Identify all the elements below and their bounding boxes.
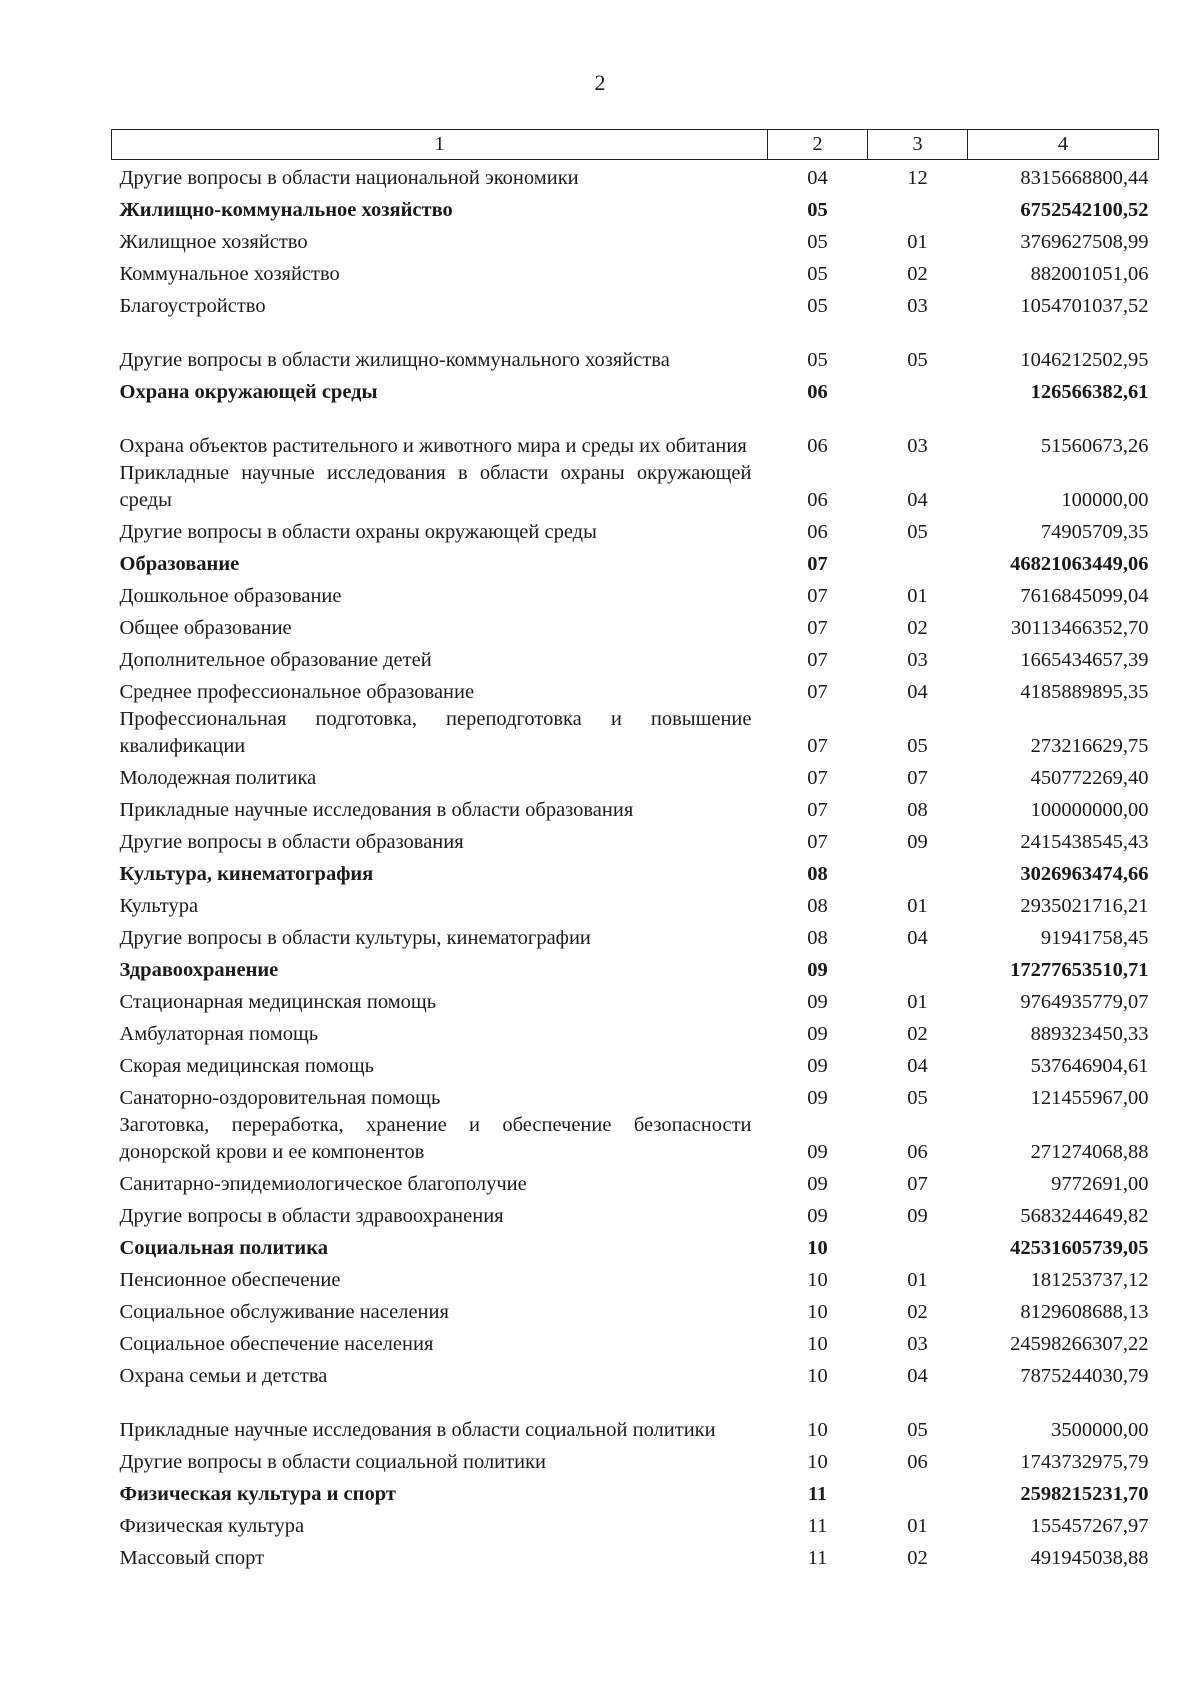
row-subsection-code (868, 192, 968, 224)
row-amount: 271274068,88 (1030, 1141, 1149, 1163)
row-subsection-code: 04 (907, 489, 928, 511)
row-section-code: 08 (807, 895, 828, 917)
row-subsection-code: 02 (907, 1301, 928, 1323)
row-amount: 1054701037,52 (1020, 295, 1149, 317)
row-amount: 2598215231,70 (1020, 1483, 1149, 1505)
row-amount: 7616845099,04 (1020, 585, 1149, 607)
row-section-code: 07 (807, 831, 828, 853)
row-subsection-code: 01 (907, 991, 928, 1013)
row-subsection-code: 07 (907, 1173, 928, 1195)
row-amount: 74905709,35 (1040, 521, 1149, 543)
row-name: Прикладные научные исследования в области образования (119, 799, 634, 821)
row-amount: 1743732975,79 (1020, 1451, 1149, 1473)
row-name: Культура (119, 895, 199, 917)
table-row (112, 406, 1159, 460)
row-subsection-code: 05 (907, 1419, 928, 1441)
row-subsection-code: 09 (907, 1205, 928, 1227)
row-name: Профессиональная подготовка, переподготовка и повышение квалификации (119, 708, 752, 757)
section-row (112, 546, 1159, 578)
row-amount: 5683244649,82 (1020, 1205, 1149, 1227)
row-amount: 6752542100,52 (1020, 199, 1149, 221)
row-amount: 155457267,97 (1030, 1515, 1149, 1537)
table-row (112, 1048, 1159, 1080)
row-amount: 1046212502,95 (1020, 349, 1149, 371)
row-section-code: 05 (807, 231, 828, 253)
row-section-code: 07 (807, 553, 828, 575)
table-row (112, 642, 1159, 674)
row-amount: 126566382,61 (1030, 381, 1149, 403)
row-subsection-code: 01 (907, 1269, 928, 1291)
row-name: Здравоохранение (119, 959, 279, 981)
row-name: Образование (119, 553, 240, 575)
page-number: 2 (594, 70, 606, 95)
row-amount: 8315668800,44 (1020, 167, 1149, 189)
row-subsection-code: 05 (907, 521, 928, 543)
row-section-code: 10 (807, 1269, 828, 1291)
row-name: Заготовка, переработка, хранение и обеспечение безопасности донорской крови и ее компонентов (119, 1114, 752, 1163)
table-row (112, 320, 1159, 374)
table-row (112, 984, 1159, 1016)
row-name: Другие вопросы в области социальной политики (119, 1451, 547, 1473)
row-section-code: 07 (807, 585, 828, 607)
row-name: Охрана объектов растительного и животного мира и среды их обитания (119, 435, 747, 457)
row-amount: 2415438545,43 (1020, 831, 1149, 853)
row-name: Среднее профессиональное образование (119, 681, 475, 703)
table-row (112, 1016, 1159, 1048)
row-subsection-code: 02 (907, 1547, 928, 1569)
row-name: Физическая культура и спорт (119, 1483, 396, 1505)
row-subsection-code: 04 (907, 1365, 928, 1387)
table-body (112, 160, 1159, 1573)
row-section-code: 04 (807, 167, 828, 189)
row-amount: 3769627508,99 (1020, 231, 1149, 253)
row-section-code: 10 (807, 1451, 828, 1473)
table-row (112, 514, 1159, 546)
row-subsection-code: 03 (907, 295, 928, 317)
table-row (112, 1080, 1159, 1112)
header-col-4: 4 (968, 130, 1159, 160)
row-subsection-code: 03 (907, 435, 928, 457)
row-amount: 450772269,40 (1030, 767, 1149, 789)
row-name: Другие вопросы в области жилищно-коммунального хозяйства (119, 349, 670, 371)
row-section-code: 05 (807, 295, 828, 317)
row-name: Коммунальное хозяйство (119, 263, 340, 285)
row-section-code: 09 (807, 1173, 828, 1195)
row-amount: 121455967,00 (1030, 1087, 1149, 1109)
row-amount: 273216629,75 (1030, 735, 1149, 757)
section-row (112, 952, 1159, 984)
row-section-code: 08 (807, 863, 828, 885)
row-amount: 46821063449,06 (1010, 553, 1149, 575)
table-row (112, 1326, 1159, 1358)
row-amount: 1665434657,39 (1020, 649, 1149, 671)
row-subsection-code: 01 (907, 231, 928, 253)
row-name: Физическая культура (119, 1515, 305, 1537)
row-name: Стационарная медицинская помощь (119, 991, 437, 1013)
row-section-code: 06 (807, 381, 828, 403)
section-row (112, 856, 1159, 888)
row-name: Дополнительное образование детей (119, 649, 432, 671)
row-amount: 889323450,33 (1030, 1023, 1149, 1045)
row-section-code: 09 (807, 1055, 828, 1077)
table-row (112, 610, 1159, 642)
row-section-code: 09 (807, 1141, 828, 1163)
row-name: Жилищное хозяйство (119, 231, 308, 253)
row-name: Социальная политика (119, 1237, 328, 1259)
row-subsection-code: 04 (907, 681, 928, 703)
row-name: Социальное обеспечение населения (119, 1333, 434, 1355)
row-subsection-code: 07 (907, 767, 928, 789)
row-subsection-code (868, 1476, 968, 1508)
row-section-code: 06 (807, 489, 828, 511)
row-section-code: 10 (807, 1365, 828, 1387)
table-row (112, 1508, 1159, 1540)
row-subsection-code: 04 (907, 1055, 928, 1077)
row-subsection-code: 01 (907, 895, 928, 917)
row-amount: 181253737,12 (1030, 1269, 1149, 1291)
row-section-code: 07 (807, 617, 828, 639)
row-subsection-code: 12 (907, 167, 928, 189)
row-section-code: 10 (807, 1419, 828, 1441)
row-amount: 24598266307,22 (1010, 1333, 1149, 1355)
row-subsection-code: 02 (907, 263, 928, 285)
row-name: Прикладные научные исследования в области охраны окружающей среды (119, 462, 752, 511)
row-name: Санитарно-эпидемиологическое благополучие (119, 1173, 527, 1195)
header-row (112, 130, 1159, 160)
row-name: Санаторно-оздоровительная помощь (119, 1087, 441, 1109)
section-row (112, 374, 1159, 406)
row-name: Амбулаторная помощь (119, 1023, 319, 1045)
table-row (112, 792, 1159, 824)
header-col-2: 2 (768, 130, 868, 160)
row-section-code: 05 (807, 349, 828, 371)
row-section-code: 11 (807, 1483, 828, 1505)
row-section-code: 09 (807, 959, 828, 981)
row-amount: 42531605739,05 (1010, 1237, 1149, 1259)
row-subsection-code (868, 1230, 968, 1262)
row-name: Благоустройство (119, 295, 266, 317)
table-row (112, 706, 1159, 760)
row-name: Общее образование (119, 617, 292, 639)
row-subsection-code (868, 374, 968, 406)
row-amount: 9772691,00 (1051, 1173, 1149, 1195)
row-name: Скорая медицинская помощь (119, 1055, 374, 1077)
row-subsection-code (868, 546, 968, 578)
row-name: Пенсионное обеспечение (119, 1269, 341, 1291)
row-subsection-code: 05 (907, 1087, 928, 1109)
table-row (112, 1390, 1159, 1444)
table-row (112, 674, 1159, 706)
row-amount: 491945038,88 (1030, 1547, 1149, 1569)
row-section-code: 09 (807, 991, 828, 1013)
table-row (112, 920, 1159, 952)
row-subsection-code: 08 (907, 799, 928, 821)
row-name: Культура, кинематография (119, 863, 374, 885)
table-row (112, 1540, 1159, 1572)
row-section-code: 09 (807, 1205, 828, 1227)
row-section-code: 11 (807, 1547, 828, 1569)
header-col-1: 1 (112, 130, 768, 160)
row-amount: 537646904,61 (1030, 1055, 1149, 1077)
table-row (112, 1198, 1159, 1230)
row-amount: 3026963474,66 (1020, 863, 1149, 885)
row-amount: 2935021716,21 (1020, 895, 1149, 917)
row-subsection-code (868, 856, 968, 888)
row-amount: 17277653510,71 (1010, 959, 1149, 981)
row-amount: 100000,00 (1061, 489, 1149, 511)
table-row (112, 1358, 1159, 1390)
row-subsection-code (868, 952, 968, 984)
row-subsection-code: 05 (907, 735, 928, 757)
row-name: Молодежная политика (119, 767, 317, 789)
row-amount: 882001051,06 (1030, 263, 1149, 285)
row-subsection-code: 05 (907, 349, 928, 371)
row-amount: 3500000,00 (1051, 1419, 1149, 1441)
table-row (112, 256, 1159, 288)
row-section-code: 07 (807, 649, 828, 671)
table-row (112, 578, 1159, 610)
row-section-code: 06 (807, 521, 828, 543)
row-section-code: 07 (807, 735, 828, 757)
row-subsection-code: 02 (907, 617, 928, 639)
budget-table (111, 129, 1159, 1572)
table-row (112, 288, 1159, 320)
table-row (112, 224, 1159, 256)
table-row (112, 888, 1159, 920)
row-amount: 91941758,45 (1040, 927, 1149, 949)
row-section-code: 09 (807, 1023, 828, 1045)
row-section-code: 07 (807, 799, 828, 821)
row-section-code: 10 (807, 1301, 828, 1323)
row-subsection-code: 03 (907, 1333, 928, 1355)
row-section-code: 05 (807, 199, 828, 221)
row-subsection-code: 01 (907, 1515, 928, 1537)
row-section-code: 06 (807, 435, 828, 457)
table-row (112, 760, 1159, 792)
section-row (112, 1476, 1159, 1508)
table-row (112, 1262, 1159, 1294)
table-row (112, 1294, 1159, 1326)
row-section-code: 10 (807, 1237, 828, 1259)
row-section-code: 08 (807, 927, 828, 949)
row-section-code: 09 (807, 1087, 828, 1109)
table-header (112, 130, 1159, 160)
row-amount: 51560673,26 (1040, 435, 1149, 457)
row-name: Другие вопросы в области национальной экономики (119, 167, 579, 189)
row-subsection-code: 03 (907, 649, 928, 671)
row-name: Другие вопросы в области охраны окружающей среды (119, 521, 597, 543)
row-name: Массовый спорт (119, 1547, 265, 1569)
row-name: Охрана окружающей среды (119, 381, 378, 403)
row-amount: 4185889895,35 (1020, 681, 1149, 703)
row-amount: 7875244030,79 (1020, 1365, 1149, 1387)
row-section-code: 07 (807, 767, 828, 789)
table-row (112, 1166, 1159, 1198)
row-name: Жилищно-коммунальное хозяйство (119, 199, 453, 221)
header-col-3: 3 (868, 130, 968, 160)
row-subsection-code: 02 (907, 1023, 928, 1045)
table-row (112, 160, 1159, 193)
row-name: Прикладные научные исследования в области социальной политики (119, 1419, 716, 1441)
row-name: Социальное обслуживание населения (119, 1301, 449, 1323)
row-amount: 8129608688,13 (1020, 1301, 1149, 1323)
row-section-code: 05 (807, 263, 828, 285)
section-row (112, 1230, 1159, 1262)
table-row (112, 460, 1159, 514)
section-row (112, 192, 1159, 224)
row-name: Другие вопросы в области здравоохранения (119, 1205, 504, 1227)
row-section-code: 10 (807, 1333, 828, 1355)
row-name: Другие вопросы в области культуры, кинематографии (119, 927, 591, 949)
row-name: Охрана семьи и детства (119, 1365, 328, 1387)
row-subsection-code: 01 (907, 585, 928, 607)
table-row (112, 1444, 1159, 1476)
row-name: Другие вопросы в области образования (119, 831, 464, 853)
row-section-code: 07 (807, 681, 828, 703)
row-subsection-code: 04 (907, 927, 928, 949)
table-row (112, 824, 1159, 856)
row-section-code: 11 (807, 1515, 828, 1537)
row-name: Дошкольное образование (119, 585, 342, 607)
table-row (112, 1112, 1159, 1166)
row-subsection-code: 09 (907, 831, 928, 853)
row-subsection-code: 06 (907, 1451, 928, 1473)
row-amount: 9764935779,07 (1020, 991, 1149, 1013)
row-subsection-code: 06 (907, 1141, 928, 1163)
row-amount: 100000000,00 (1030, 799, 1149, 821)
row-amount: 30113466352,70 (1010, 617, 1149, 639)
